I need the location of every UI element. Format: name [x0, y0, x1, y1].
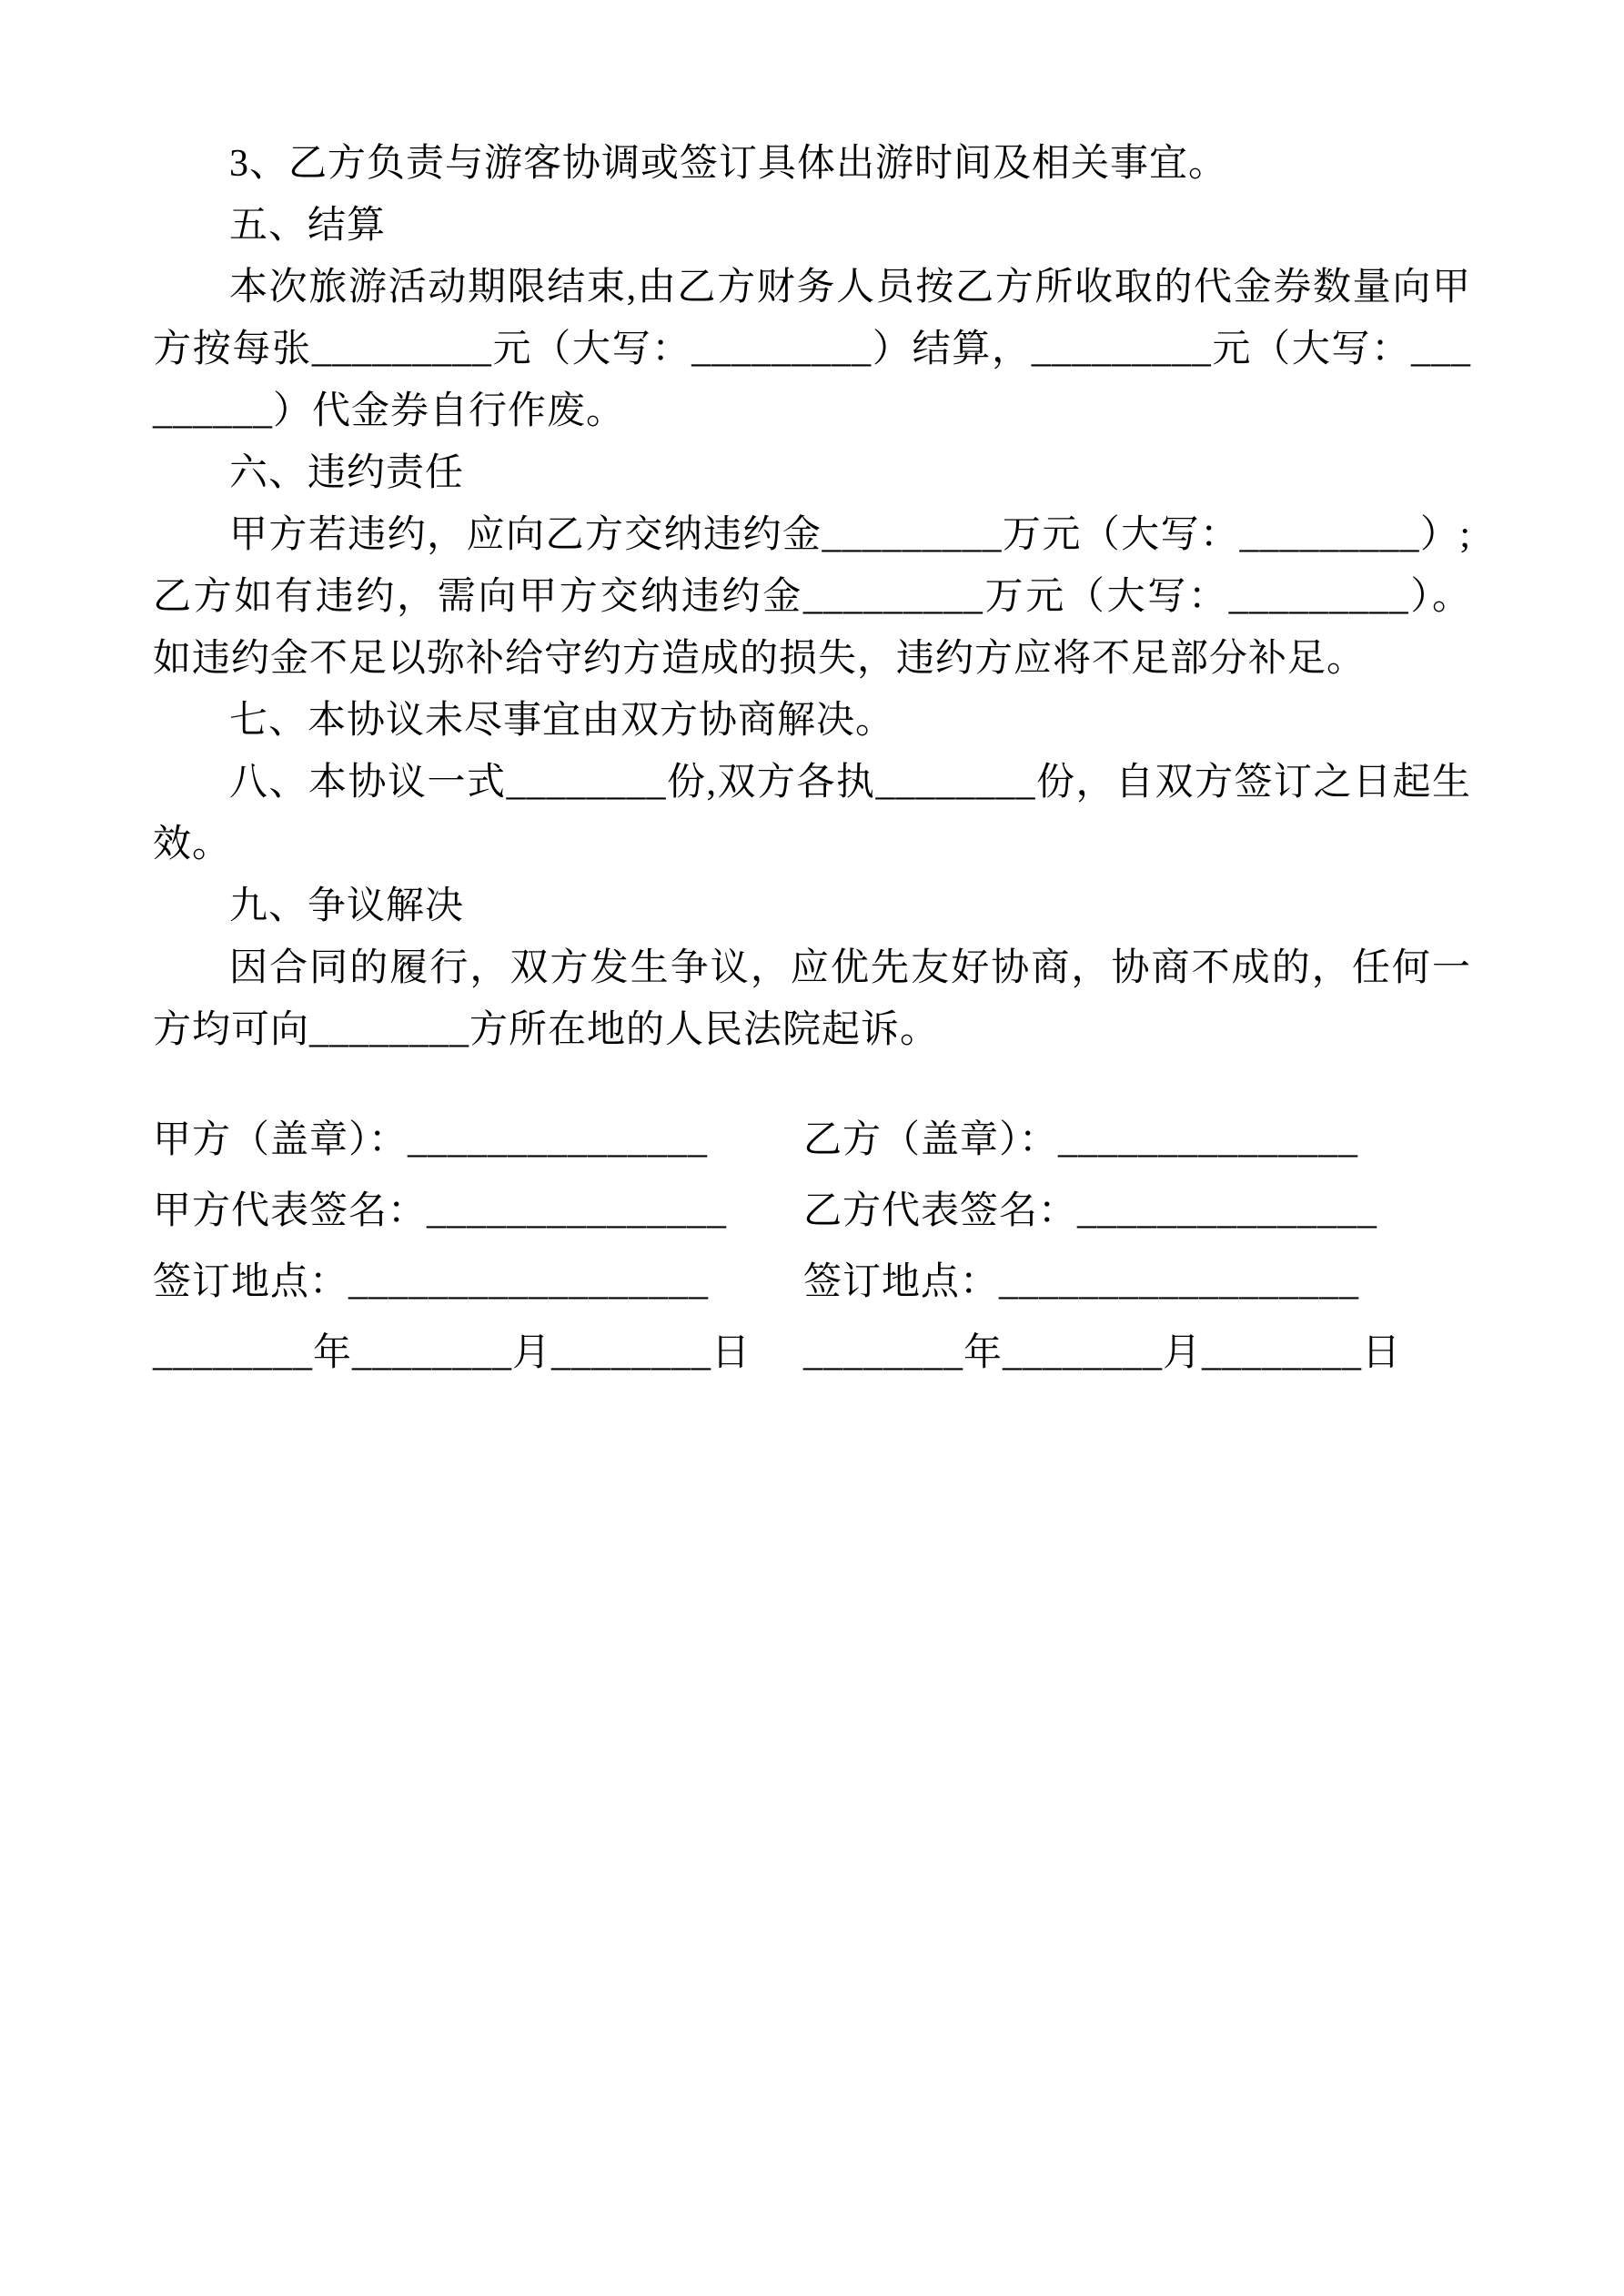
party-b-date-line: ________年________月________日: [803, 1332, 1402, 1374]
signature-row-seal: [153, 1105, 1471, 1176]
signature-block: [153, 1105, 1471, 1389]
party-b-seal-line: 乙方（盖章）：_______________: [803, 1119, 1359, 1161]
heading-section-9-dispute: 九、争议解决: [229, 885, 465, 927]
clause-breach-body: 甲方若违约，应向乙方交纳违约金_________万元（大写：_________）; 乙方如有违约，需向甲方交纳违约金_________万元（大写：_________）。如违约金不足以弥补给守约方造成的损失，违约方应将不足部分补足。: [153, 514, 1471, 680]
signature-row-date: [153, 1318, 1471, 1389]
clause-dispute-body: 因合同的履行，双方发生争议，应优先友好协商，协商不成的，任何一方均可向________方所在地的人民法院起诉。: [153, 947, 1471, 1051]
clause-section-8: 八、本协议一式________份,双方各执________份，自双方签订之日起生效。: [153, 762, 1471, 865]
heading-section-6-breach: 六、违约责任: [229, 452, 465, 494]
party-a-representative-line: 甲方代表签名：_______________: [153, 1190, 728, 1232]
party-b-representative-line: 乙方代表签名：_______________: [803, 1190, 1378, 1232]
signature-row-location: [153, 1247, 1471, 1318]
signature-row-representative: [153, 1176, 1471, 1247]
clause-section-7: 七、本协议未尽事宜由双方协商解决。: [229, 700, 895, 742]
party-a-date-line: ________年________月________日: [153, 1332, 751, 1374]
clause-3-item: 3、乙方负责与游客协调或签订具体出游时间及相关事宜。: [229, 143, 1228, 185]
party-a-location-line: 签订地点：__________________: [153, 1261, 710, 1303]
party-b-location-line: 签订地点：__________________: [803, 1261, 1360, 1303]
heading-section-5-settlement: 五、结算: [229, 205, 387, 247]
clause-settlement-body: 本次旅游活动期限结束,由乙方财务人员按乙方所收取的代金券数量向甲方按每张_________元（大写：_________）结算，_________元（大写：_________）代金券自行作废。: [153, 267, 1471, 432]
party-a-seal-line: 甲方（盖章）：_______________: [153, 1119, 709, 1161]
